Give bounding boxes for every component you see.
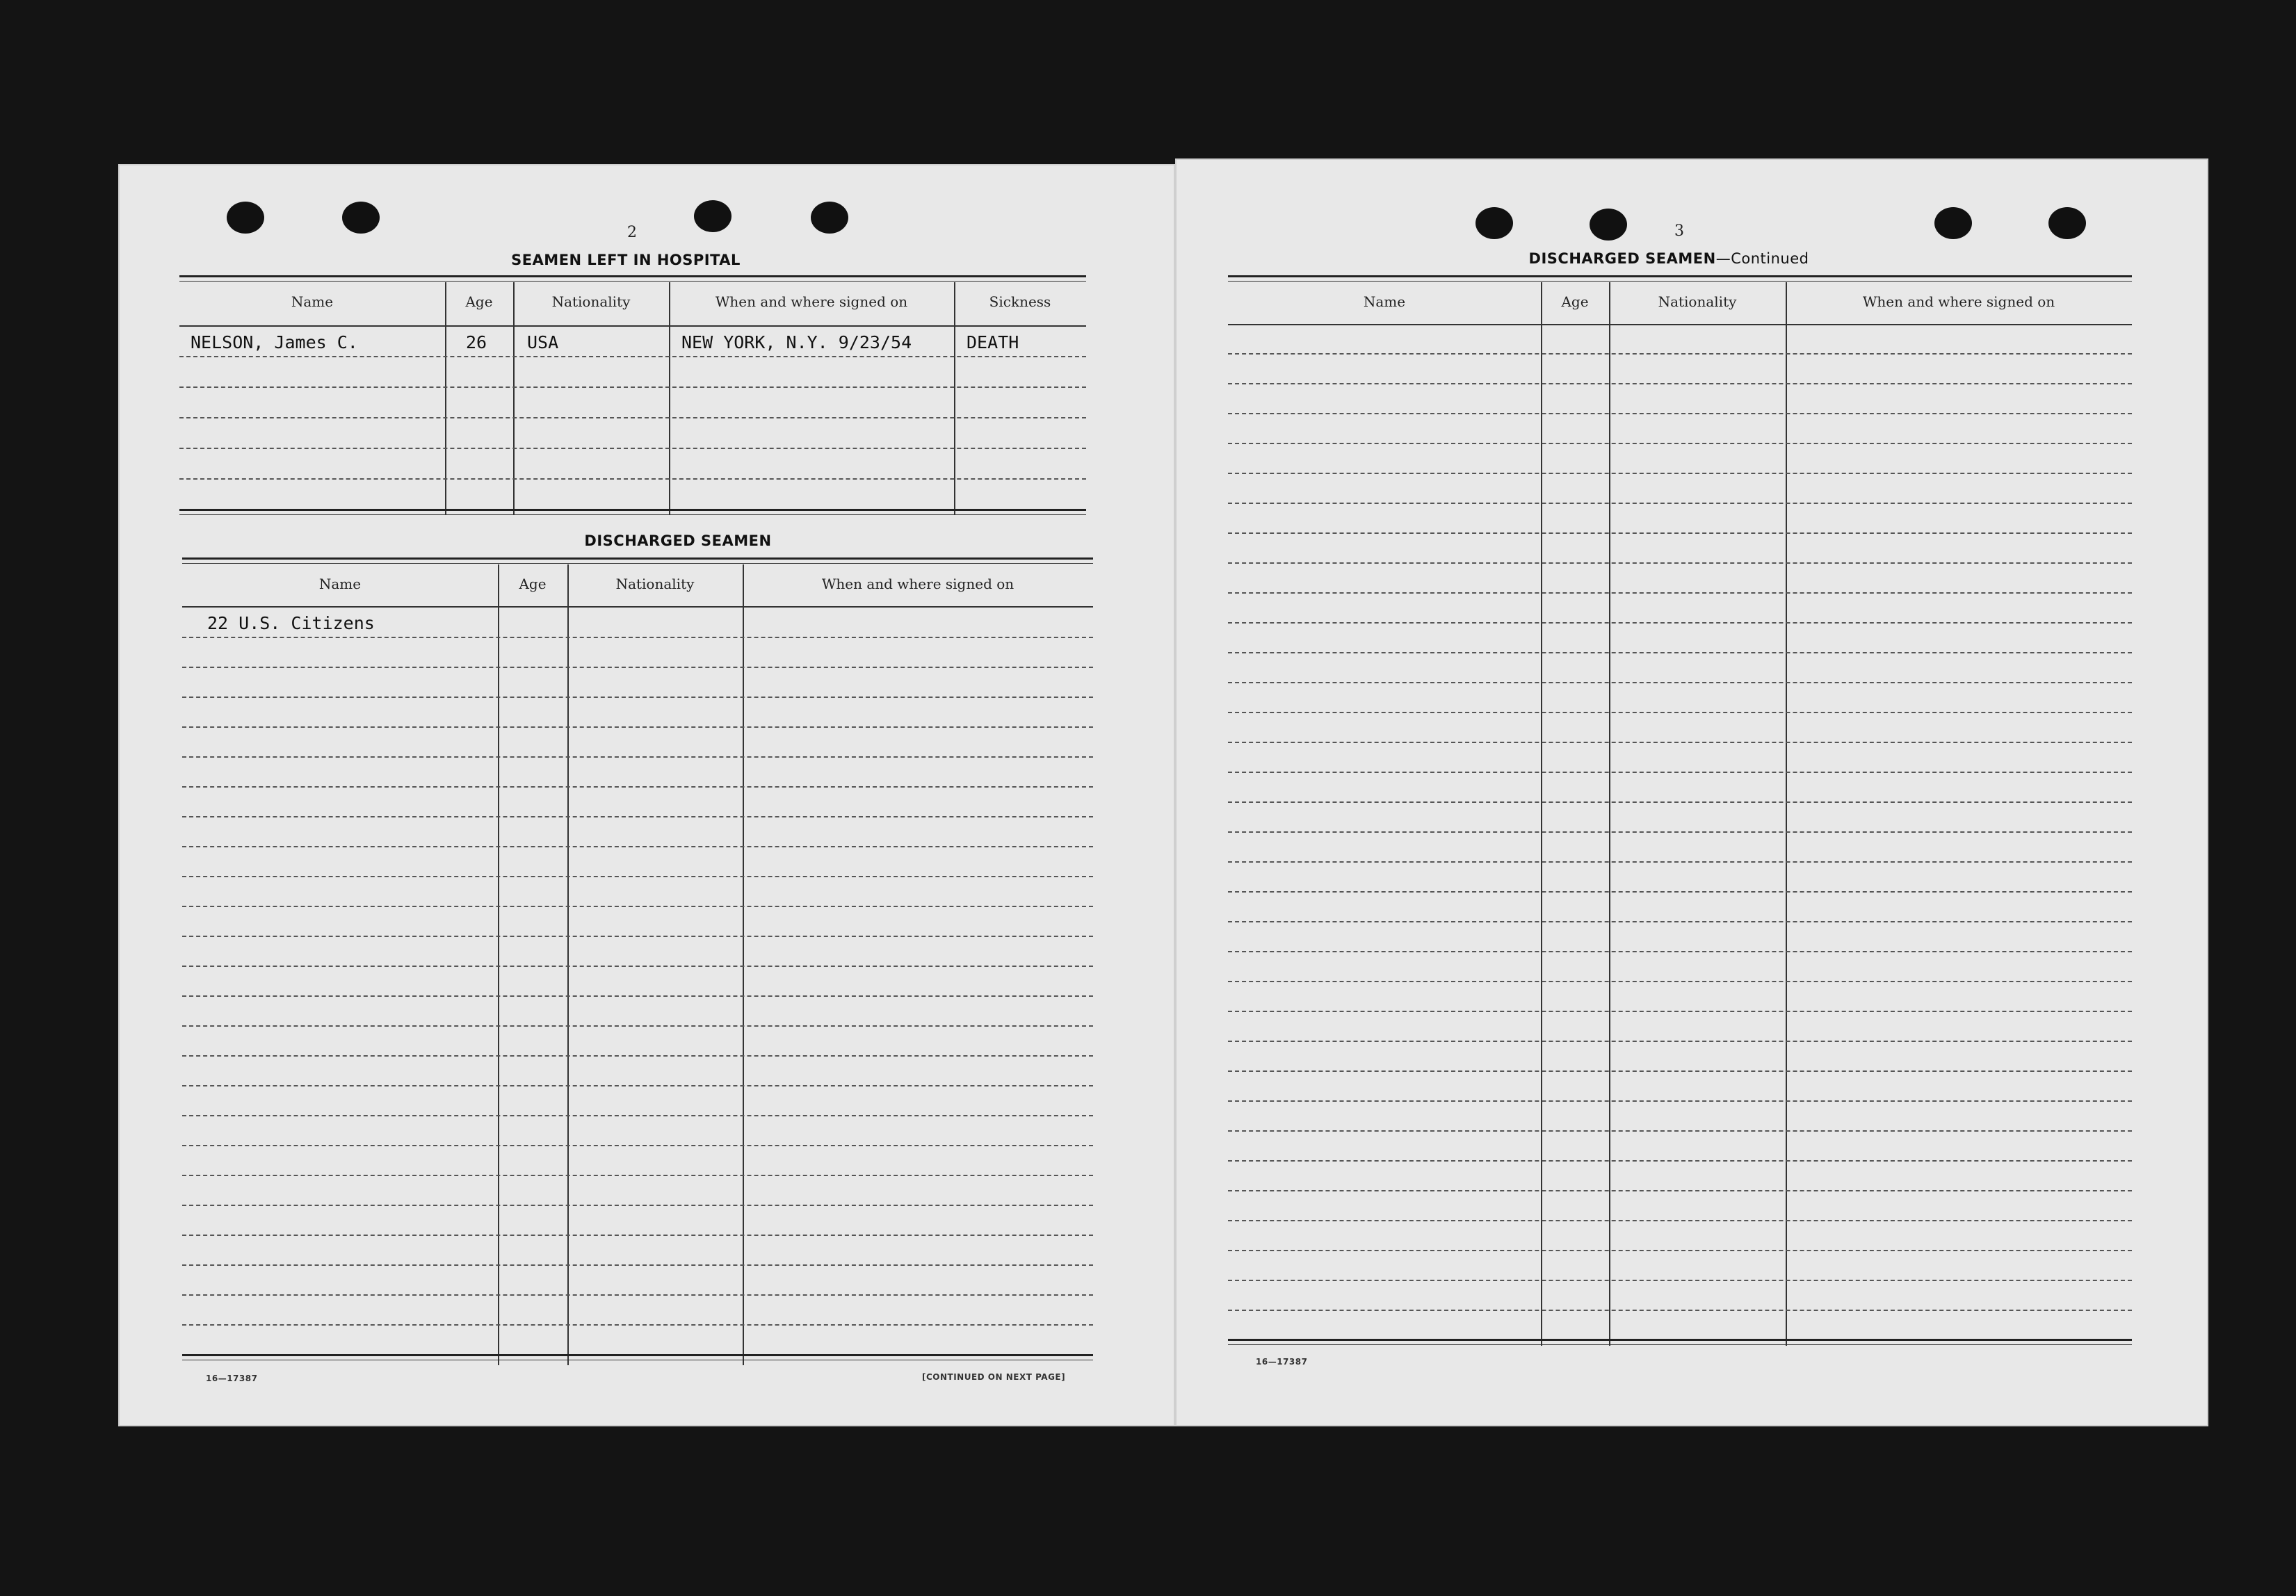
section-title-text: DISCHARGED SEAMEN [1528,250,1716,267]
page-number: 2 [627,224,637,241]
punch-hole [342,202,380,234]
punch-hole [227,202,264,234]
header-name: Name [291,293,334,310]
punch-hole [694,200,731,232]
hospital-age: 26 [466,332,487,352]
header-age: Age [519,576,547,592]
hospital-signed-on: NEW YORK, N.Y. 9/23/54 [681,332,912,352]
punch-hole [2048,207,2086,239]
header-nationality: Nationality [551,293,631,310]
hospital-nationality: USA [527,332,559,352]
page-number: 3 [1674,222,1684,240]
discharged-continued-table [1228,275,2132,1387]
header-signed-on: When and where signed on [715,293,908,310]
header-signed-on: When and where signed on [1862,293,2055,310]
punch-hole [811,202,848,234]
section-title-suffix: —Continued [1715,250,1809,267]
hospital-name: NELSON, James C. [191,332,358,352]
header-age: Age [465,293,493,310]
hospital-table [179,275,1086,539]
left-page [118,164,1175,1426]
discharged-section-title: DISCHARGED SEAMEN [584,532,772,549]
continued-note: [CONTINUED ON NEXT PAGE] [922,1372,1066,1382]
form-number: 16—17387 [1256,1357,1308,1367]
header-nationality: Nationality [615,576,695,592]
punch-hole [1590,209,1627,241]
hospital-sickness: DEATH [967,332,1019,352]
form-number: 16—17387 [206,1374,258,1383]
header-age: Age [1561,293,1589,310]
header-signed-on: When and where signed on [821,576,1014,592]
hospital-section-title: SEAMEN LEFT IN HOSPITAL [511,252,741,268]
discharged-continued-title [1467,250,1870,267]
punch-hole [1934,207,1972,239]
header-name: Name [1363,293,1406,310]
discharged-table [182,557,1093,1371]
right-page [1175,158,2208,1426]
header-sickness: Sickness [989,293,1051,310]
punch-hole [1476,207,1513,239]
discharged-entry: 22 U.S. Citizens [207,613,375,633]
header-nationality: Nationality [1658,293,1737,310]
header-name: Name [318,576,362,592]
